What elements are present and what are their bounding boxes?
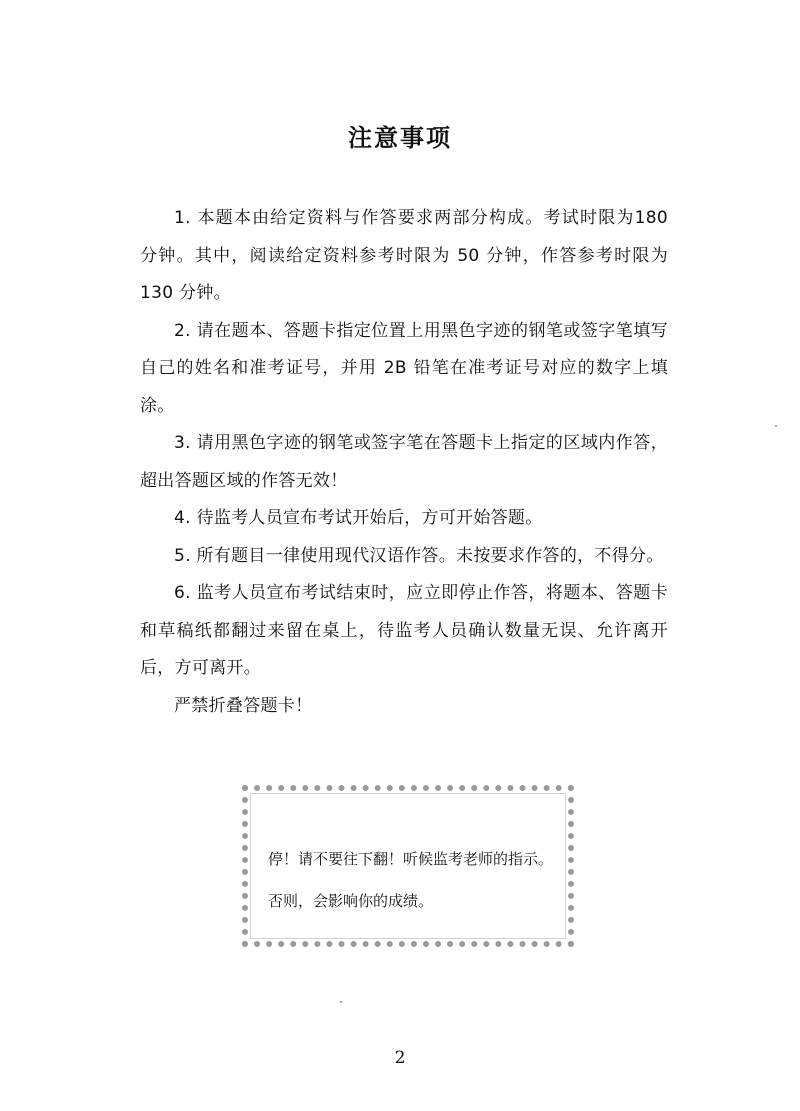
- note-item-4: 4. 待监考人员宣布考试开始后，方可开始答题。: [174, 508, 543, 528]
- note-item-6: 6. 监考人员宣布考试结束时，应立即停止作答，将题本、答题卡和草稿纸都翻过来留在桌上，待监考人员确认数量无误、允许离开后，方可离开。: [140, 583, 668, 678]
- warning-consequence-line: 否则，会影响你的成绩。: [268, 892, 434, 910]
- note-item-3: 3. 请用黑色字迹的钢笔或签字笔在答题卡上指定的区域内作答，超出答题区域的作答无效！: [140, 433, 668, 491]
- scan-speck: [775, 425, 777, 427]
- note-item-1: 1. 本题本由给定资料与作答要求两部分构成。考试时限为180 分钟。其中，阅读给定资料参考时限为 50 分钟，作答参考时限为 130 分钟。: [140, 208, 668, 303]
- note-item-2: 2. 请在题本、答题卡指定位置上用黑色字迹的钢笔或签字笔填写自己的姓名和准考证号，并用 2B 铅笔在准考证号对应的数字上填涂。: [140, 320, 668, 416]
- page-number: 2: [394, 1048, 406, 1068]
- page-title: 注意事项: [348, 124, 452, 152]
- notes-section: [140, 200, 668, 725]
- note-item-5: 5. 所有题目一律使用现代汉语作答。未按要求作答的，不得分。: [174, 545, 664, 566]
- warning-stop-line: 停！请不要往下翻！听候监考老师的指示。: [268, 850, 554, 868]
- warning-box: [242, 785, 574, 947]
- scan-speck: [340, 1001, 342, 1003]
- folding-prohibition-note: 严禁折叠答题卡！: [174, 695, 313, 716]
